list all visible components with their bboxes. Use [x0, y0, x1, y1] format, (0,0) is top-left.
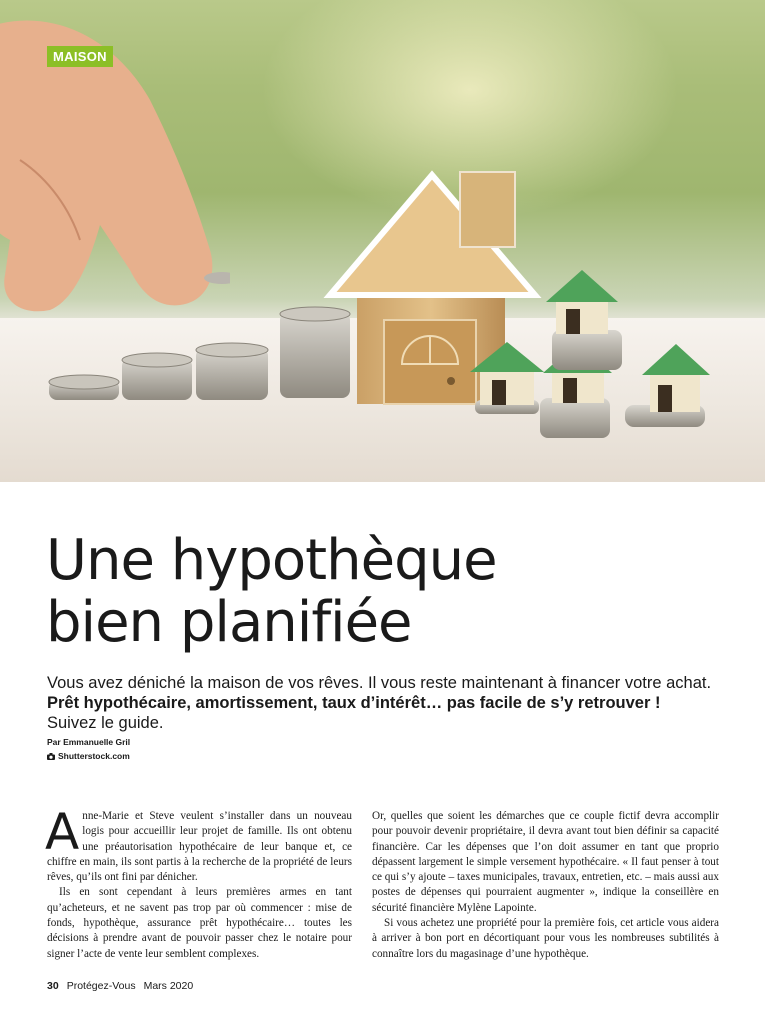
article-title — [46, 530, 497, 654]
hand-holding-coin — [0, 10, 230, 330]
article-title-line1: Une hypothèque — [46, 528, 497, 593]
lead-line3: Suivez le guide. — [47, 714, 164, 732]
coin-stack-1 — [49, 375, 119, 400]
lead-line2: Prêt hypothécaire, amortissement, taux d’intérêt… pas facile de s’y retrouver ! — [47, 694, 661, 712]
body-paragraph — [45, 803, 352, 885]
page-footer — [47, 980, 193, 992]
photo-credit-text: Shutterstock.com — [58, 751, 130, 761]
coin-stack-4 — [280, 307, 350, 398]
issue-date: Mars 2020 — [143, 980, 194, 992]
body-paragraph: Or, quelles que soient les démarches que ce couple fictif devra accomplir pour pouvoir devenir propriétaire, il devra avant tout bien définir sa capacité financière. Car les dépenses que l’on doit assumer en tant que proprio dépassent largement le simple versement hypothécaire. « Il faut penser à tout ce qui s’y ajoute – taxes municipales, travaux, entretien, etc. – mais aussi aux postes de dépenses qui pourraient augmenter », indique la conseillère en sécurité financière Mylène Lapointe. — [372, 810, 719, 914]
small-house-4 — [625, 344, 710, 427]
body-paragraph: Ils en sont cependant à leurs premières armes en tant qu’acheteurs, et ne savent pas trop par où commencer : mise de fonds, hypothèque, assurance prêt hypothécaire… toutes les décisions à prendre avant de pouvoir passer chez le notaire pour signer l’acte de vente leur semblent complexes. — [47, 886, 352, 960]
coin-stack-3 — [196, 343, 268, 400]
magazine-name: Protégez-Vous — [66, 980, 136, 992]
camera-icon — [47, 753, 55, 760]
body-column-left — [45, 803, 352, 962]
article-lead — [47, 673, 737, 733]
hero-photo — [0, 0, 765, 482]
body-column-right — [372, 809, 719, 962]
small-house-3 — [546, 270, 622, 370]
body-paragraph: Si vous achetez une propriété pour la première fois, cet article vous aidera à arriver à bon port en décortiquant pour vous les nombreuses subtilités à connaître lors du magasinage d’une hypothèque. — [372, 917, 719, 960]
photo-credit — [47, 751, 130, 761]
paragraph-text: nne-Marie et Steve veulent s’installer dans un nouveau logis pour accueillir leur projet de famille. Ils ont obtenu une préautorisation hypothécaire de leur banque et, ce chiffre en main, ils sont partis à la recherche de la propriété de leurs rêves, qu’ils ont fini par dénicher. — [47, 810, 352, 884]
page-number: 30 — [47, 980, 59, 992]
byline: Par Emmanuelle Gril — [47, 737, 131, 747]
coin-stack-2 — [122, 353, 192, 400]
drop-cap: A — [45, 803, 80, 861]
article-title-line2: bien planifiée — [46, 590, 412, 655]
section-tag: MAISON — [47, 46, 113, 67]
lead-line1: Vous avez déniché la maison de vos rêves. Il vous reste maintenant à financer votre achat. — [47, 674, 712, 692]
